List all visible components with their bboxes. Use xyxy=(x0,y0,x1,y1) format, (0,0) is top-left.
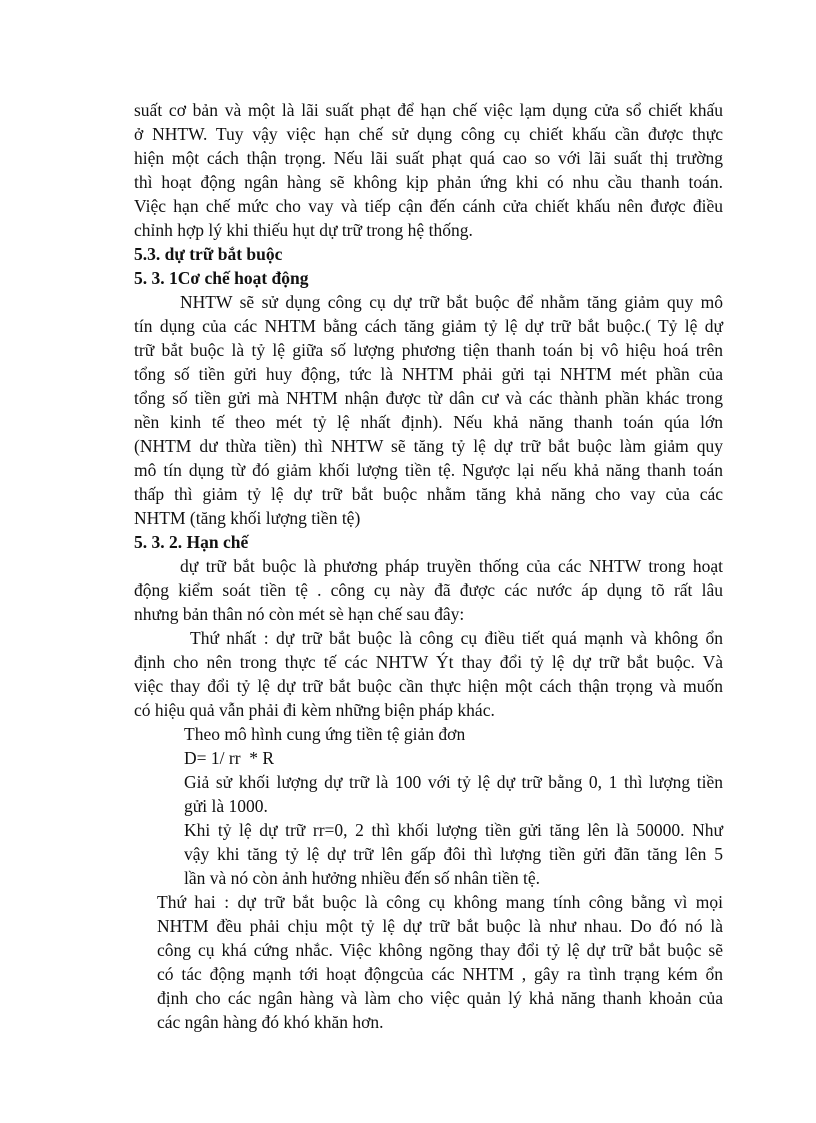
paragraph-line: suất cơ bản và một là lãi suất phạt để hạn chế việc lạm dụng cửa sổ chiết khấu xyxy=(134,100,723,120)
paragraph-line: NHTM đều phải chịu một tỷ lệ dự trữ bắt buộc là như nhau. Do đó nó là xyxy=(157,916,723,936)
paragraph-line: hiện một cách thận trọng. Nếu lãi suất phạt quá cao so với lãi suất thị trường xyxy=(134,148,723,168)
paragraph-line: tổng số tiền gửi huy động, tức là NHTM phải gửi tại NHTM mét phần của xyxy=(134,364,723,384)
paragraph-line: Thứ hai : dự trữ bắt buộc là công cụ không mang tính công bằng vì mọi xyxy=(157,892,723,912)
example-line: vậy khi tăng tỷ lệ dự trữ lên gấp đôi thì lượng tiền gửi đãn tăng lên 5 xyxy=(184,844,723,864)
paragraph-line: nhưng bản thân nó còn mét sè hạn chế sau đây: xyxy=(134,604,465,624)
paragraph-line: Việc hạn chế mức cho vay và tiếp cận đến cánh cửa chiết khấu nên được điều xyxy=(134,196,723,216)
paragraph-line: trữ bắt buộc là tỷ lệ giữa số lượng phương tiện thanh toán bị vô hiệu hoá trên xyxy=(134,340,723,360)
section-heading: 5.3. dự trữ bắt buộc xyxy=(134,244,283,264)
paragraph-line: thấp thì giảm tỷ lệ dự trữ bắt buộc nhằm tăng khả năng cho vay của các xyxy=(134,484,723,504)
paragraph-line: định cho nên trong thực tế các NHTW Ýt thay đổi tỷ lệ dự trữ bắt buộc. Và xyxy=(134,652,723,672)
paragraph-line: có hiệu quả vẫn phải đi kèm những biện pháp khác. xyxy=(134,700,495,720)
example-line: Khi tỷ lệ dự trữ rr=0, 2 thì khối lượng tiền gửi tăng lên là 50000. Như xyxy=(184,820,723,840)
paragraph-line: mô tín dụng từ đó giảm khối lượng tiền tệ. Ngược lại nếu khả năng thanh toán xyxy=(134,460,723,480)
paragraph-line: công cụ khá cứng nhắc. Việc không ngõng thay đổi tỷ lệ dự trữ bắt buộc sẽ xyxy=(157,940,723,960)
paragraph-line: Thứ nhất : dự trữ bắt buộc là công cụ điều tiết quá mạnh và không ổn xyxy=(190,628,723,648)
example-line: lần và nó còn ảnh hưởng nhiều đến số nhân tiền tệ. xyxy=(184,868,541,888)
paragraph-line: tổng số tiền gửi mà NHTM nhận được từ dân cư và các thành phần khác trong xyxy=(134,388,723,408)
paragraph-line: việc thay đổi tỷ lệ dự trữ bắt buộc cần thực hiện một cách thận trọng và muốn xyxy=(134,676,723,696)
paragraph-line: dự trữ bắt buộc là phương pháp truyền thống của các NHTW trong hoạt xyxy=(180,556,723,576)
example-line: Giả sử khối lượng dự trữ là 100 với tỷ lệ dự trữ bằng 0, 1 thì lượng tiền xyxy=(184,772,723,792)
paragraph-line: NHTM (tăng khối lượng tiền tệ) xyxy=(134,508,361,528)
paragraph-line: động kiểm soát tiền tệ . công cụ này đã được các nước áp dụng tõ rất lâu xyxy=(134,580,723,600)
paragraph-line: các ngân hàng đó khó khăn hơn. xyxy=(157,1012,384,1032)
paragraph-line: định cho các ngân hàng và làm cho việc quản lý khả năng thanh khoản của xyxy=(157,988,723,1008)
formula: D= 1/ rr * R xyxy=(184,748,275,768)
paragraph-line: tín dụng của các NHTM bằng cách tăng giảm tỷ lệ dự trữ bắt buộc.( Tỷ lệ dự xyxy=(134,316,723,336)
subsection-heading: 5. 3. 1Cơ chế hoạt động xyxy=(134,268,309,288)
paragraph-line: chỉnh hợp lý khi thiếu hụt dự trữ trong hệ thống. xyxy=(134,220,473,240)
subsection-heading: 5. 3. 2. Hạn chế xyxy=(134,532,249,552)
paragraph-line: thì hoạt động ngân hàng sẽ không kịp phản ứng khi có nhu cầu thanh toán. xyxy=(134,172,723,192)
model-intro: Theo mô hình cung ứng tiền tệ giản đơn xyxy=(184,724,466,744)
example-line: gửi là 1000. xyxy=(184,796,268,816)
paragraph-line: ở NHTW. Tuy vậy việc hạn chế sử dụng công cụ chiết khấu cần được thực xyxy=(134,124,723,144)
paragraph-line: NHTW sẽ sử dụng công cụ dự trữ bắt buộc để nhằm tăng giảm quy mô xyxy=(180,292,723,312)
paragraph-line: (NHTM dư thừa tiền) thì NHTW sẽ tăng tỷ lệ dự trữ bắt buộc làm giảm quy xyxy=(134,436,723,456)
paragraph-line: nền kinh tế theo mét tỷ lệ nhất định). Nếu khả năng thanh toán qúa lớn xyxy=(134,412,723,432)
paragraph-line: có tác động mạnh tới hoạt độngcủa các NHTM , gây ra tình trạng kém ổn xyxy=(157,964,723,984)
